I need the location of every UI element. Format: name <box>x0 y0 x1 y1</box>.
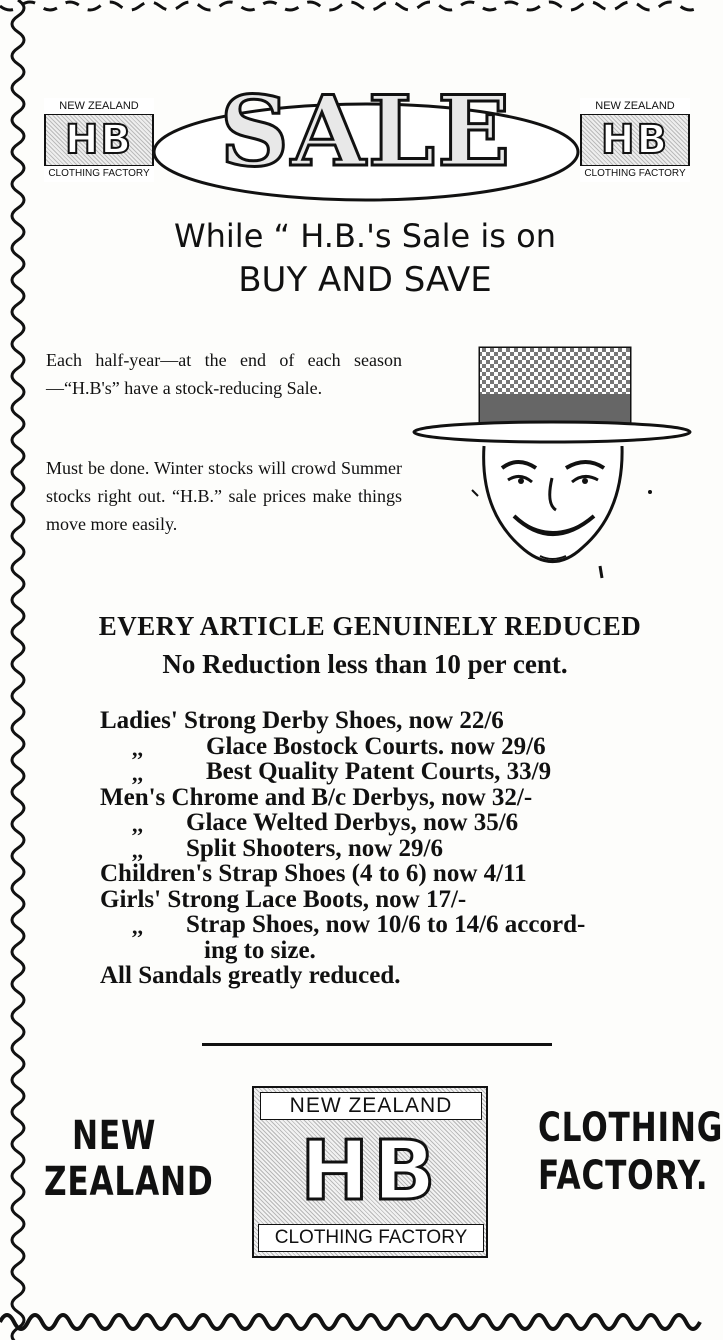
footer-word-clothing: CLOTHING <box>538 1105 723 1151</box>
ditto-mark: ,, <box>132 812 143 837</box>
price-list-text: Glace Bostock Courts. now 29/6 <box>206 732 546 760</box>
header-logo-left <box>44 98 154 182</box>
headline-line-2: BUY AND SAVE <box>238 260 492 300</box>
footer-logo <box>252 1086 488 1258</box>
wavy-border-top <box>0 0 700 20</box>
price-list-item <box>100 887 696 913</box>
price-list-item <box>100 963 696 989</box>
footer-logo-bottom-text: CLOTHING FACTORY <box>258 1224 484 1252</box>
price-list-text: ing to size. <box>204 936 316 964</box>
sale-heading: SALE <box>219 75 513 188</box>
logo-mark: HB <box>65 117 133 163</box>
ditto-mark: ,, <box>132 914 143 939</box>
hat-man-illustration <box>410 340 694 580</box>
price-list-text: Strap Shoes, now 10/6 to 14/6 accord- <box>186 911 586 938</box>
every-article-reduced: EVERY ARTICLE GENUINELY REDUCED <box>98 611 642 641</box>
price-list-text: Glace Welted Derbys, now 35/6 <box>186 809 519 836</box>
ditto-mark: ,, <box>132 837 143 863</box>
price-list-item <box>100 734 696 760</box>
wavy-border-left <box>0 0 36 1340</box>
price-list <box>100 708 696 989</box>
price-list-item <box>100 861 696 887</box>
price-list-text: Children's Strap Shoes (4 to 6) now 4/11 <box>100 860 527 887</box>
price-list-item <box>100 708 696 734</box>
footer-word-new: NEW <box>72 1113 157 1159</box>
paragraph-must-be-done: Must be done. Winter stocks will crowd Summer stocks right out. “H.B.” sale prices make things move more easily. <box>46 458 402 534</box>
footer-logo-top-text: NEW ZEALAND <box>260 1092 482 1120</box>
ditto-mark: ,, <box>132 761 143 786</box>
price-list-item <box>100 938 696 964</box>
logo-top-text: NEW ZEALAND <box>44 98 154 115</box>
header-logo-right <box>580 98 690 182</box>
ditto-mark: ,, <box>132 735 143 761</box>
price-list-text: Best Quality Patent Courts, 33/9 <box>206 758 552 785</box>
price-list-item <box>100 836 696 862</box>
footer-logo-mark: HB <box>300 1124 440 1219</box>
price-list-item <box>100 810 696 836</box>
divider-rule <box>202 1043 552 1046</box>
logo-mark: HB <box>601 117 669 163</box>
minimum-reduction: No Reduction less than 10 per cent. <box>162 649 568 679</box>
price-list-text: Girls' Strong Lace Boots, now 17/- <box>100 885 467 913</box>
wavy-border-bottom <box>0 1300 700 1340</box>
logo-top-text: NEW ZEALAND <box>580 98 690 115</box>
logo-bottom-text: CLOTHING FACTORY <box>580 165 690 182</box>
logo-bottom-text: CLOTHING FACTORY <box>44 165 154 182</box>
headline-line-1: While “ H.B.'s Sale is on <box>173 217 556 255</box>
footer-word-zealand: ZEALAND <box>44 1159 214 1205</box>
footer-word-factory: FACTORY. <box>538 1153 709 1199</box>
price-list-item <box>100 759 696 785</box>
paragraph-half-year: Each half-year—at the end of each season—“H.B's” have a stock-reducing Sale. <box>46 350 402 398</box>
price-list-text: Split Shooters, now 29/6 <box>186 834 443 862</box>
price-list-text: All Sandals greatly reduced. <box>100 962 401 989</box>
price-list-text: Ladies' Strong Derby Shoes, now 22/6 <box>100 707 504 734</box>
price-list-item <box>100 785 696 811</box>
price-list-text: Men's Chrome and B/c Derbys, now 32/- <box>100 783 533 811</box>
price-list-item <box>100 912 696 938</box>
